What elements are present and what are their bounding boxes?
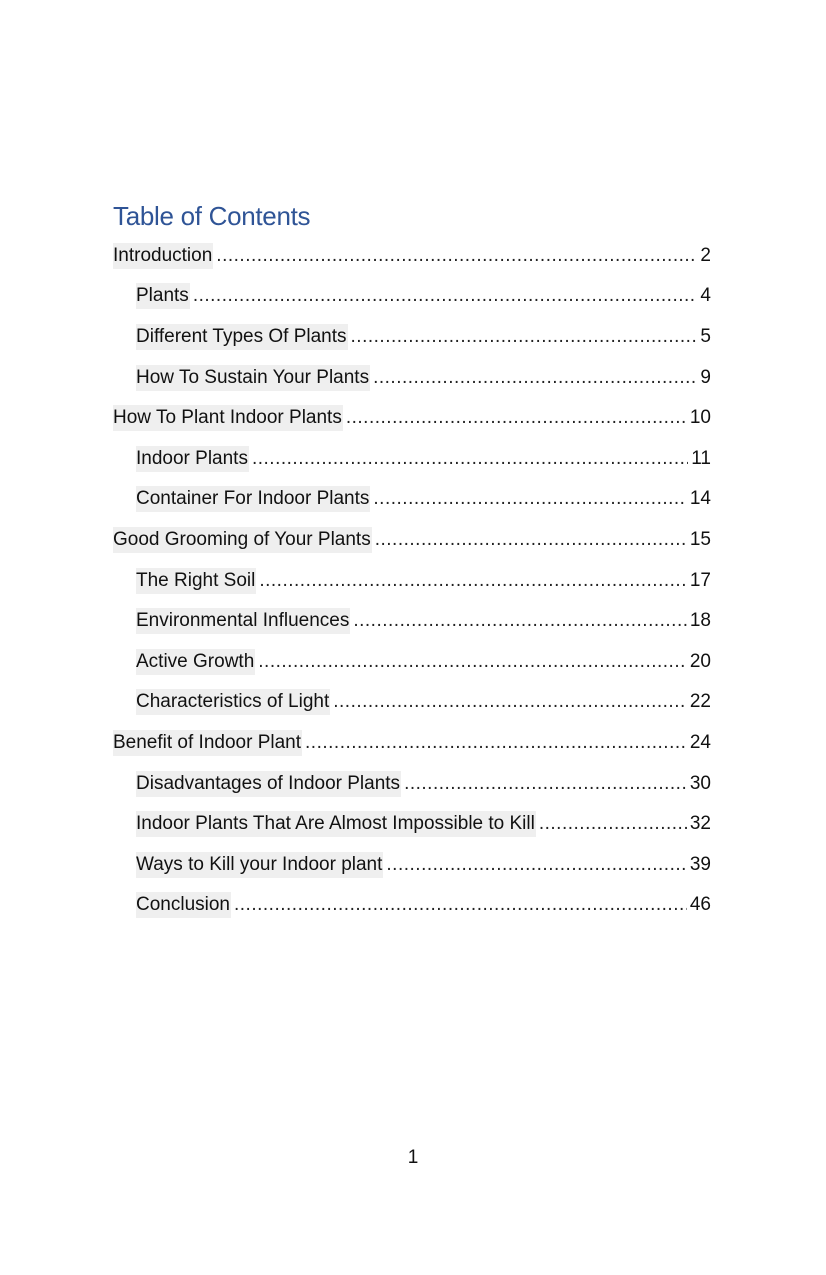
toc-entry-indoor-plants[interactable] [136,446,711,472]
toc-dot-leader [404,771,687,797]
toc-entry-label: Characteristics of Light [136,689,330,715]
toc-entry-page: 22 [689,691,711,712]
toc-entry-plants[interactable] [136,283,711,309]
toc-entry-the-right-soil[interactable] [136,568,711,594]
toc-dot-leader [375,527,687,553]
toc-entry-page: 20 [689,651,711,672]
toc-entry-indoor-plants-almost-impossible-to-kill[interactable] [136,811,711,837]
toc-dot-leader [234,892,687,918]
toc-entry-how-to-sustain-your-plants[interactable] [136,365,711,391]
toc-entry-label: Plants [136,283,190,309]
toc-dot-leader [216,243,697,269]
toc-dot-leader [353,608,687,634]
toc-dot-leader [346,405,687,431]
toc-entry-ways-to-kill-your-indoor-plant[interactable] [136,852,711,878]
toc-entry-label: Disadvantages of Indoor Plants [136,771,401,797]
toc-entry-environmental-influences[interactable] [136,608,711,634]
toc-entry-different-types-of-plants[interactable] [136,324,711,350]
toc-dot-leader [333,689,687,715]
toc-entry-label: Benefit of Indoor Plant [113,730,302,756]
toc-entry-label: Indoor Plants [136,446,249,472]
toc-entry-good-grooming-of-your-plants[interactable] [113,527,711,553]
toc-entry-page: 24 [689,732,711,753]
toc-entry-conclusion[interactable] [136,892,711,918]
toc-entry-page: 10 [689,407,711,428]
toc-entry-label: Ways to Kill your Indoor plant [136,852,383,878]
toc-entry-page: 39 [689,854,711,875]
toc-entry-label: How To Plant Indoor Plants [113,405,343,431]
toc-entry-label: The Right Soil [136,568,256,594]
toc-dot-leader [258,649,687,675]
toc-entry-label: Container For Indoor Plants [136,486,370,512]
toc-entry-label: Environmental Influences [136,608,350,634]
toc-entry-label: Introduction [113,243,213,269]
toc-entry-page: 32 [689,813,711,834]
toc-entry-container-for-indoor-plants[interactable] [136,486,711,512]
toc-dot-leader [351,324,698,350]
toc-entry-page: 4 [700,285,711,306]
toc-entry-label: Different Types Of Plants [136,324,348,350]
toc-entry-benefit-of-indoor-plant[interactable] [113,730,711,756]
toc-dot-leader [539,811,687,837]
toc-dot-leader [259,568,687,594]
toc-dot-leader [305,730,687,756]
page-number: 1 [407,1147,419,1168]
toc-dot-leader [386,852,686,878]
toc-heading: Table of Contents [113,201,311,231]
toc-entry-page: 18 [689,610,711,631]
toc-entry-characteristics-of-light[interactable] [136,689,711,715]
toc-entry-active-growth[interactable] [136,649,711,675]
toc-entry-label: Active Growth [136,649,255,675]
toc-dot-leader [373,486,686,512]
toc-entry-label: Indoor Plants That Are Almost Impossible to Kill [136,811,536,837]
toc-entry-page: 5 [700,326,711,347]
toc-dot-leader [193,283,698,309]
toc-entry-page: 9 [700,367,711,388]
toc-entry-label: Conclusion [136,892,231,918]
toc-entry-page: 30 [689,773,711,794]
toc-entry-how-to-plant-indoor-plants[interactable] [113,405,711,431]
toc-entry-introduction[interactable] [113,243,711,269]
toc-entry-page: 15 [689,529,711,550]
toc-entry-disadvantages-of-indoor-plants[interactable] [136,771,711,797]
toc-entry-page: 17 [689,570,711,591]
toc-entry-page: 14 [689,488,711,509]
toc-dot-leader [252,446,688,472]
toc-entry-page: 11 [691,448,711,469]
toc-entry-label: How To Sustain Your Plants [136,365,370,391]
toc-entry-page: 2 [700,245,711,266]
toc-dot-leader [373,365,697,391]
toc-entry-label: Good Grooming of Your Plants [113,527,372,553]
toc-entry-page: 46 [689,894,711,915]
